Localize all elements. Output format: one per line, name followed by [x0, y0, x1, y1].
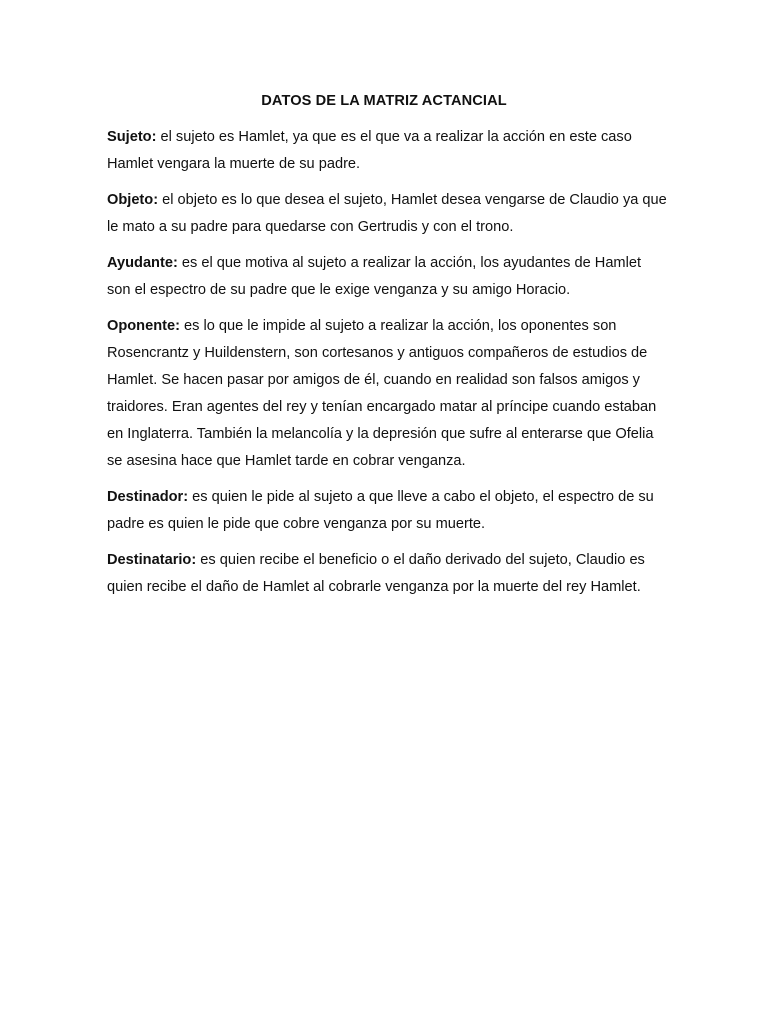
term-label: Ayudante: — [107, 255, 178, 271]
paragraph-text: el objeto es lo que desea el sujeto, Hamlet desea vengarse de Claudio ya que le mato a su padre para quedarse con Gertrudis y con el trono. — [107, 192, 667, 235]
term-label: Sujeto: — [107, 129, 157, 145]
document-body — [107, 124, 667, 610]
term-label: Objeto: — [107, 192, 159, 208]
paragraph-oponente — [107, 313, 667, 475]
paragraph-text: es el que motiva al sujeto a realizar la acción, los ayudantes de Hamlet son el espectro de su padre que le exige venganza y su amigo Horacio. — [107, 255, 642, 298]
term-label: Destinador: — [107, 489, 189, 505]
paragraph-text: es quien recibe el beneficio o el daño derivado del sujeto, Claudio es quien recibe el daño de Hamlet al cobrarle venganza por la muerte del rey Hamlet. — [107, 552, 645, 595]
paragraph-sujeto — [107, 124, 667, 178]
document-title: DATOS DE LA MATRIZ ACTANCIAL — [261, 93, 507, 109]
paragraph-ayudante — [107, 250, 667, 304]
paragraph-objeto — [107, 187, 667, 241]
paragraph-text: el sujeto es Hamlet, ya que es el que va a realizar la acción en este caso Hamlet vengara la muerte de su padre. — [107, 129, 632, 172]
paragraph-destinador — [107, 484, 667, 538]
paragraph-destinatario — [107, 547, 667, 601]
paragraph-text: es lo que le impide al sujeto a realizar la acción, los oponentes son Rosencrantz y Huildenstern, son cortesanos y antiguos compañeros de estudios de Hamlet. Se hacen pasar por amigos de él, cuando en realidad son falsos amigos y traidores. Eran agentes del rey y tenían encargado matar al príncipe cuando estaban en Inglaterra. También la melancolía y la depresión que sufre al enterarse que Ofelia se asesina hace que Hamlet tarde en cobrar venganza. — [107, 318, 657, 469]
term-label: Destinatario: — [107, 552, 197, 568]
term-label: Oponente: — [107, 318, 180, 334]
paragraph-text: es quien le pide al sujeto a que lleve a cabo el objeto, el espectro de su padre es quien le pide que cobre venganza por su muerte. — [107, 489, 654, 532]
